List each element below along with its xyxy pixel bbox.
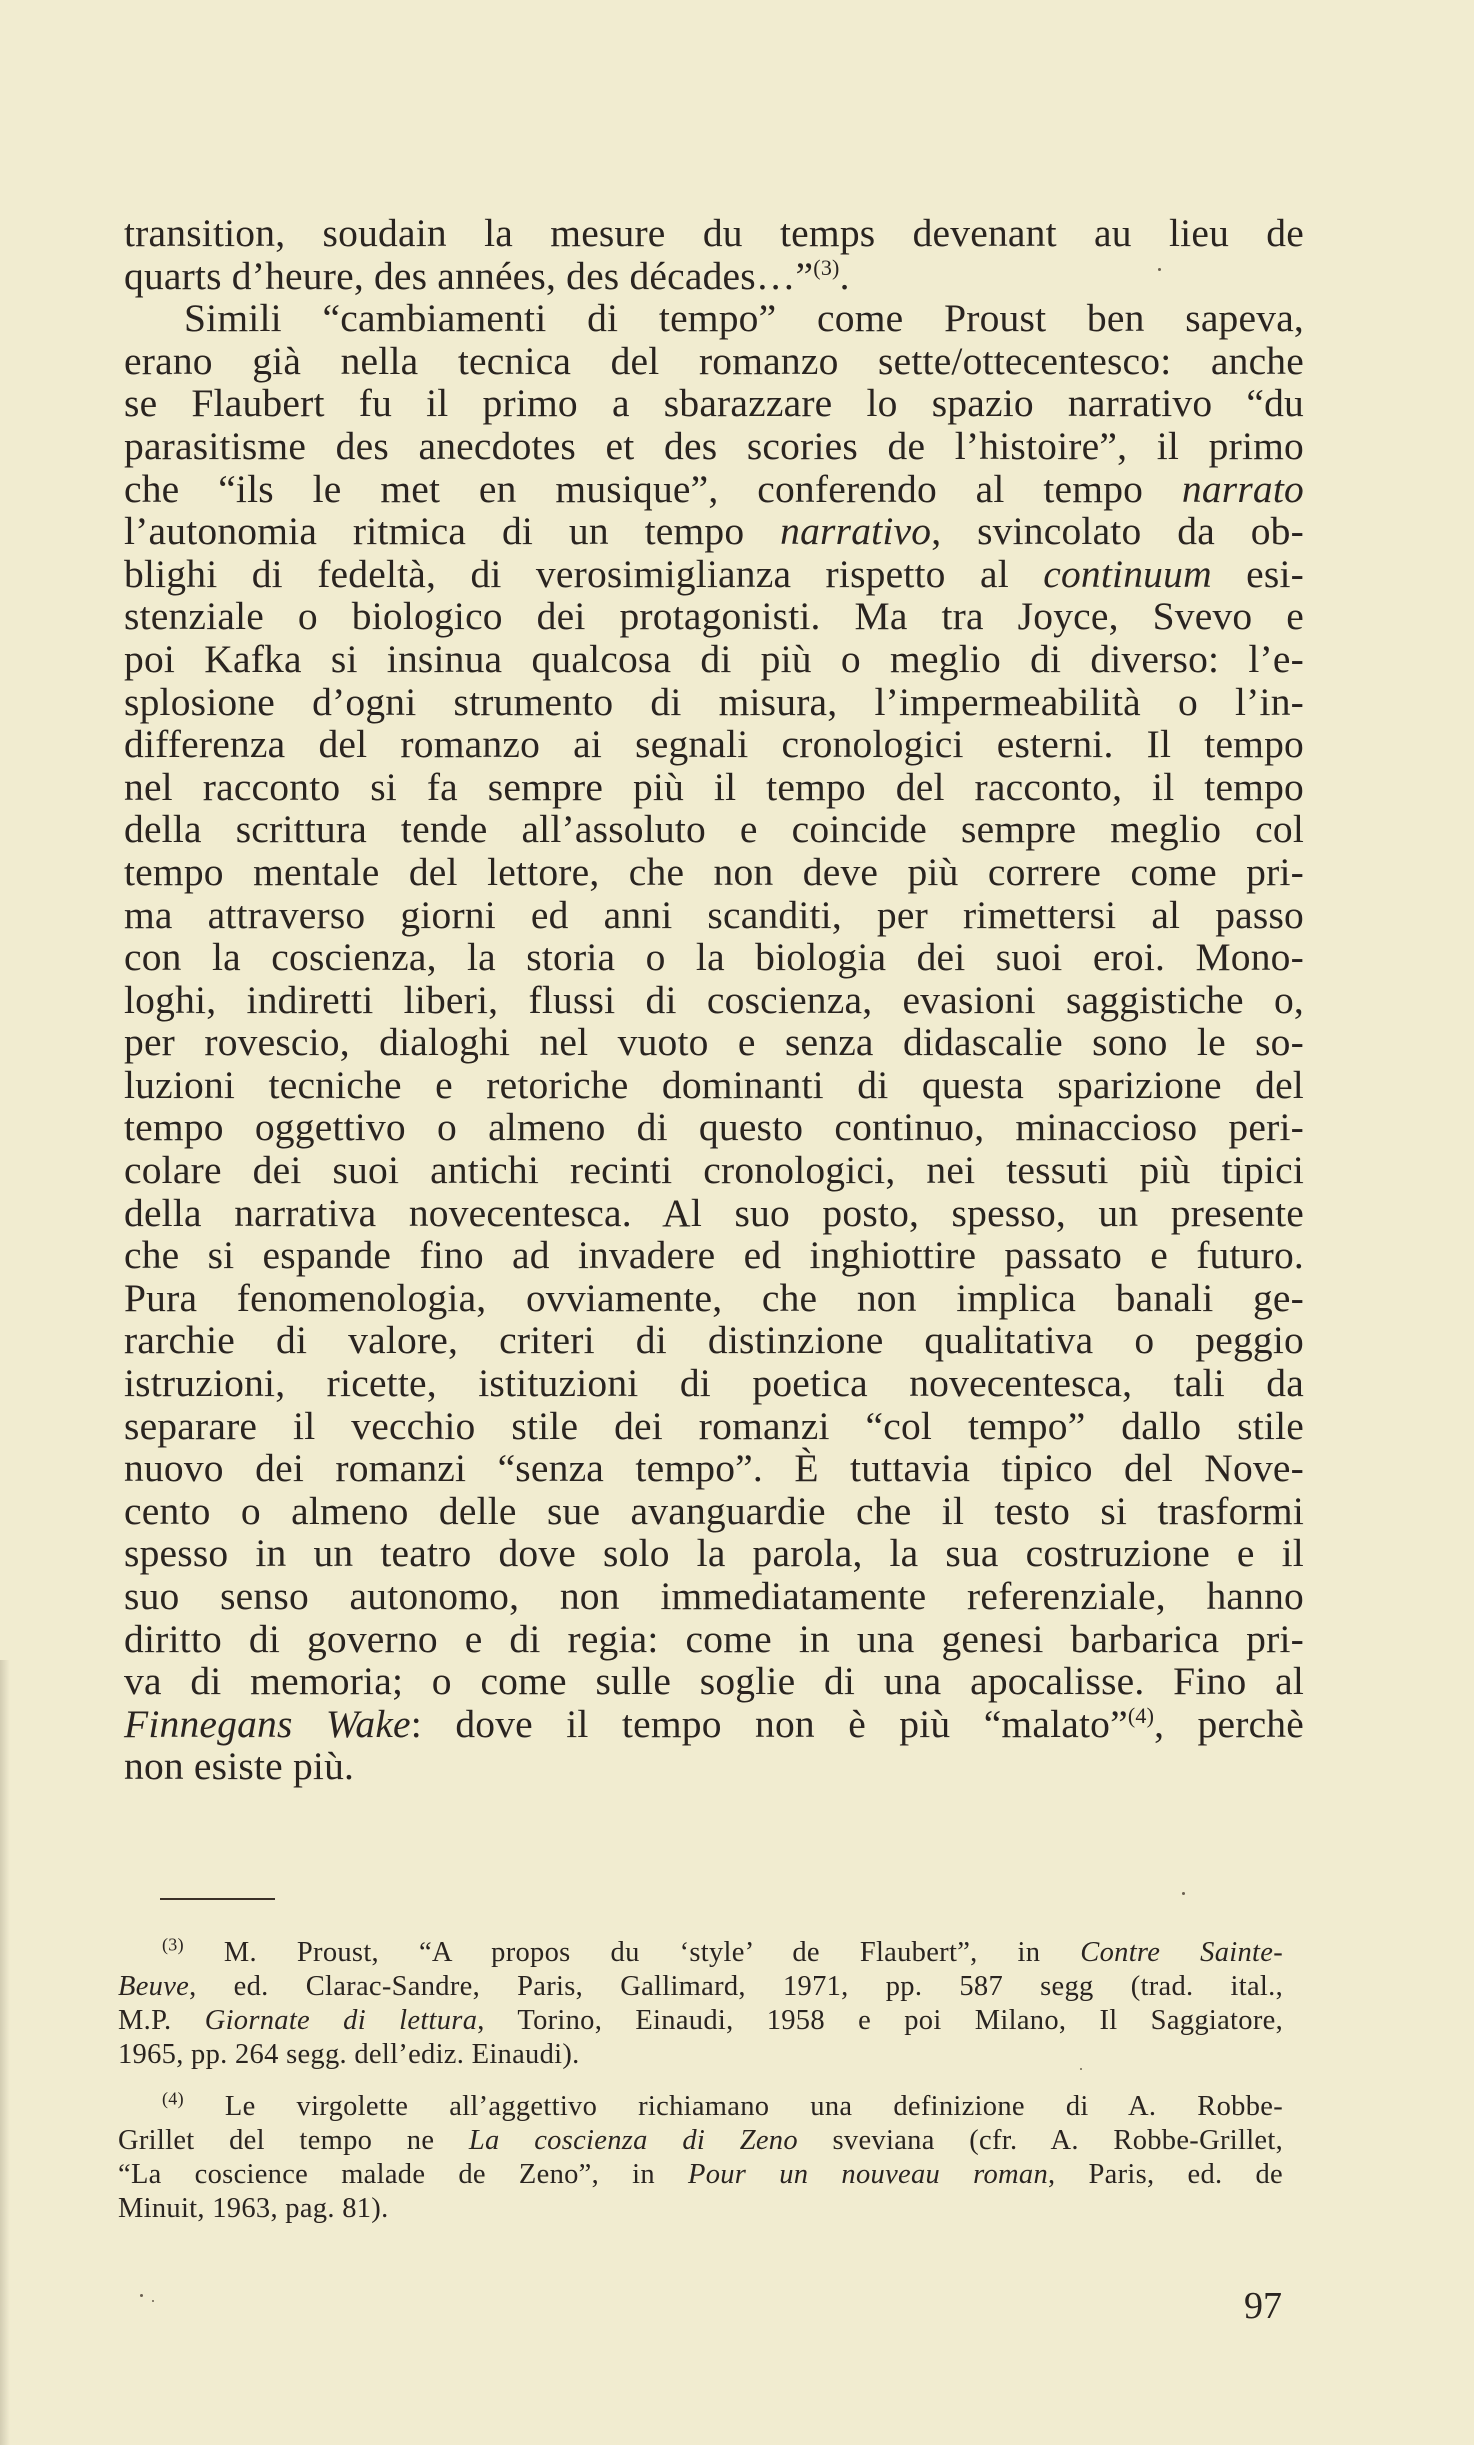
footnote-line: Grillet del tempo ne La coscienza di Zeno sveviana (cfr. A. Robbe-Grillet,	[118, 2125, 1284, 2156]
main-text	[124, 212, 1304, 1788]
footnote-line: Beuve, ed. Clarac-Sandre, Paris, Gallimard, 1971, pp. 587 segg (trad. ital.,	[118, 1971, 1283, 2002]
text-line: poi Kafka si insinua qualcosa di più o meglio di diverso: l’e-	[124, 636, 1304, 681]
text-line: transition, soudain la mesure du temps devenant au lieu de	[124, 211, 1304, 255]
text-line: nel racconto si fa sempre più il tempo del racconto, il tempo	[124, 764, 1304, 809]
footnote-marker: (3)	[162, 1934, 184, 1955]
footnote-line: Minuit, 1963, pag. 81).	[118, 2193, 389, 2224]
text-line: stenziale o biologico dei protagonisti. Ma tra Joyce, Svevo e	[124, 594, 1304, 639]
text-line: erano già nella tecnica del romanzo sette/ottecentesco: anche	[124, 338, 1304, 383]
text-line: non esiste più.	[124, 1744, 355, 1789]
text-line: per rovescio, dialoghi nel vuoto e senza didascalie sono le so-	[124, 1020, 1304, 1065]
text-line: luzioni tecniche e retoriche dominanti di questa sparizione del	[124, 1062, 1304, 1107]
text-line: con la coscienza, la storia o la biologia dei suoi eroi. Mono-	[124, 935, 1304, 980]
text-line: che “ils le met en musique”, conferendo al tempo narrato	[124, 466, 1304, 511]
footnote-3	[118, 1936, 1283, 2072]
text-line: istruzioni, ricette, istituzioni di poetica novecentesca, tali da	[124, 1361, 1304, 1406]
page-number: 97	[1244, 2285, 1282, 2327]
footnote-separator	[160, 1898, 275, 1900]
scan-speck	[152, 2300, 154, 2302]
text-line: nuovo dei romanzi “senza tempo”. È tuttavia tipico del Nove-	[124, 1446, 1304, 1491]
footnotes	[118, 1936, 1283, 2244]
text-line: diritto di governo e di regia: come in una genesi barbarica pri-	[124, 1616, 1304, 1661]
footnote-line: M.P. Giornate di lettura, Torino, Einaudi, 1958 e poi Milano, Il Saggiatore,	[118, 2005, 1283, 2036]
footnote-4	[118, 2090, 1283, 2226]
text-line: colare dei suoi antichi recinti cronologici, nei tessuti più tipici	[124, 1148, 1304, 1193]
text-line: ma attraverso giorni ed anni scanditi, per rimettersi al passo	[124, 892, 1304, 937]
text-line: se Flaubert fu il primo a sbarazzare lo spazio narrativo “du	[124, 381, 1304, 426]
scan-speck	[1080, 2068, 1082, 2070]
text-line: Finnegans Wake: dove il tempo non è più “malato”$^{(4)}$, perchè	[124, 1701, 1304, 1746]
text-line: rarchie di valore, criteri di distinzione qualitativa o peggio	[124, 1318, 1304, 1363]
scan-edge-shadow	[0, 1660, 10, 2445]
scan-speck	[140, 2294, 143, 2297]
text-line: separare il vecchio stile dei romanzi “col tempo” dallo stile	[124, 1403, 1304, 1448]
text-line: tempo mentale del lettore, che non deve più correre come pri-	[124, 849, 1304, 894]
text-line: suo senso autonomo, non immediatamente referenziale, hanno	[124, 1574, 1304, 1618]
text-line: l’autonomia ritmica di un tempo narrativo, svincolato da ob-	[124, 509, 1304, 554]
text-line: parasitisme des anecdotes et des scories de l’histoire”, il primo	[124, 423, 1304, 468]
footnote-ref[interactable]: (3)	[813, 254, 840, 280]
text-line: blighi di fedeltà, di verosimiglianza rispetto al continuum esi-	[124, 551, 1304, 596]
text-line: cento o almeno delle sue avanguardie che il testo si trasformi	[124, 1488, 1304, 1533]
scan-speck	[1158, 268, 1161, 271]
text-line: che si espande fino ad invadere ed inghiottire passato e futuro.	[124, 1233, 1304, 1278]
text-line: della narrativa novecentesca. Al suo posto, spesso, un presente	[124, 1190, 1304, 1235]
text-line: spesso in un teatro dove solo la parola, la sua costruzione e il	[124, 1531, 1304, 1576]
text-line: Pura fenomenologia, ovviamente, che non implica banali ge-	[124, 1275, 1304, 1320]
text-line: quarts d’heure, des années, des décades…”$^{(3)}$.	[124, 253, 850, 298]
text-line: splosione d’ogni strumento di misura, l’impermeabilità o l’in-	[124, 679, 1304, 724]
footnote-marker: (4)	[162, 2088, 184, 2109]
footnote-line: 1965, pp. 264 segg. dell’ediz. Einaudi).	[118, 2039, 580, 2070]
text-line: va di memoria; o come sulle soglie di una apocalisse. Fino al	[124, 1659, 1304, 1704]
text-line: loghi, indiretti liberi, flussi di coscienza, evasioni saggistiche o,	[124, 977, 1304, 1022]
scan-speck	[1182, 1892, 1185, 1895]
text-line: Simili “cambiamenti di tempo” come Proust ben sapeva,	[184, 296, 1304, 341]
footnote-line: $^{(4)}$ Le virgolette all’aggettivo richiamano una definizione di A. Robbe-	[162, 2088, 1283, 2122]
text-line: tempo oggettivo o almeno di questo continuo, minaccioso peri-	[124, 1105, 1304, 1150]
footnote-ref[interactable]: (4)	[1127, 1702, 1155, 1728]
footnote-line: “La coscience malade de Zeno”, in Pour un nouveau roman, Paris, ed. de	[118, 2159, 1283, 2190]
text-line: differenza del romanzo ai segnali cronologici esterni. Il tempo	[124, 722, 1304, 767]
footnote-line: $^{(3)}$ M. Proust, “A propos du ‘style’ de Flaubert”, in Contre Sainte-	[162, 1934, 1283, 1968]
text-line: della scrittura tende all’assoluto e coincide sempre meglio col	[124, 807, 1304, 852]
